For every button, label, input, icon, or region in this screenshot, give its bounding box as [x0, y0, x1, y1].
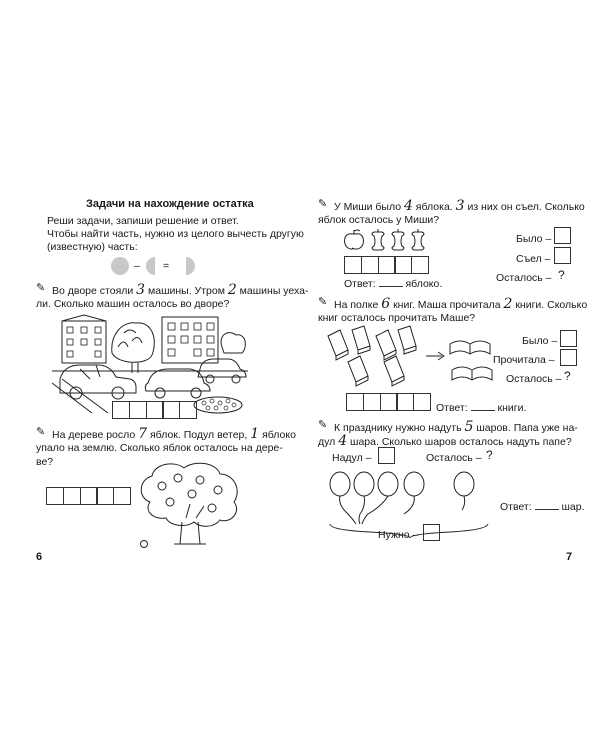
- task2-answer-cells[interactable]: [46, 487, 130, 505]
- task4-answer-line: Ответ: книги.: [436, 402, 527, 414]
- page-number: 6: [36, 551, 43, 563]
- formula-equals: =: [163, 260, 170, 272]
- answer-cell[interactable]: [361, 256, 379, 274]
- answer-cell[interactable]: [378, 256, 396, 274]
- task5-answer-line: Ответ: шар.: [500, 501, 585, 513]
- task2-line-1: На дереве росло 7 яблок. Подул ветер, 1 яблоко: [52, 426, 296, 442]
- task3-line-1: У Миши было 4 яблока. 3 из них он съел. Сколько: [334, 198, 585, 214]
- part-half-left: [146, 257, 155, 275]
- task5-inflated-box[interactable]: [378, 447, 395, 464]
- task1-answer-cells[interactable]: [112, 401, 196, 419]
- task3-was-label: Было –: [516, 233, 552, 245]
- answer-cell[interactable]: [179, 401, 197, 419]
- task3-ate-label: Съел –: [516, 253, 551, 265]
- task3-line-2: яблок осталось у Миши?: [318, 214, 440, 226]
- task5-line-1: К празднику нужно надуть 5 шаров. Папа уже на-: [334, 419, 578, 435]
- answer-cell[interactable]: [346, 393, 364, 411]
- intro-line-1: Реши задачи, запиши решение и ответ.: [47, 215, 239, 227]
- formula-minus: –: [134, 260, 140, 272]
- courtyard-illustration: [52, 313, 248, 415]
- answer-cell[interactable]: [46, 487, 64, 505]
- apple-tree-illustration: [130, 462, 250, 550]
- task4-question-mark: ?: [564, 369, 571, 383]
- task4-answer-cells[interactable]: [346, 393, 430, 411]
- whole-circle: [111, 257, 129, 275]
- pencil-icon: ✎: [318, 419, 328, 431]
- answer-cell[interactable]: [394, 256, 412, 274]
- task5-inflated-label: Надул –: [332, 452, 372, 464]
- task5-question-mark: ?: [486, 448, 493, 462]
- task3-ate-box[interactable]: [554, 247, 571, 264]
- task1-line-2: ли. Сколько машин осталось во дворе?: [36, 298, 230, 310]
- page-title: Задачи на нахождение остатка: [86, 198, 254, 210]
- answer-cell[interactable]: [96, 487, 114, 505]
- answer-cell[interactable]: [363, 393, 381, 411]
- task4-left-label: Осталось –: [506, 373, 562, 385]
- intro-line-3: (известную) часть:: [47, 241, 138, 253]
- task1-line-1: Во дворе стояли 3 машины. Утром 2 машины уеха-: [52, 282, 309, 298]
- page-number: 7: [566, 551, 573, 563]
- task3-answer-line: Ответ: яблоко.: [344, 278, 443, 290]
- task5-line-2: дул 4 шара. Сколько шаров осталось надуть папе?: [318, 433, 572, 449]
- task4-read-box[interactable]: [560, 349, 577, 366]
- answer-cell[interactable]: [162, 401, 180, 419]
- task2-line-2: упало на землю. Сколько яблок осталось на дере-: [36, 442, 283, 454]
- answer-cell[interactable]: [63, 487, 81, 505]
- task4-was-box[interactable]: [560, 330, 577, 347]
- task4-was-label: Было –: [522, 335, 558, 347]
- balloons-illustration: [326, 470, 486, 530]
- pencil-icon: ✎: [36, 282, 46, 294]
- answer-cell[interactable]: [396, 393, 414, 411]
- answer-cell[interactable]: [146, 401, 164, 419]
- formula-diagram: [110, 256, 200, 276]
- answer-cell[interactable]: [113, 487, 131, 505]
- task3-left-label: Осталось –: [496, 272, 552, 284]
- task4-line-1: На полке 6 книг. Маша прочитала 2 книги. Сколько: [334, 296, 588, 312]
- books-illustration: [328, 326, 508, 390]
- right-page: [300, 0, 600, 750]
- apples-illustration: [342, 228, 442, 250]
- task2-line-3: ве?: [36, 456, 54, 468]
- answer-cell[interactable]: [80, 487, 98, 505]
- task5-need-box[interactable]: [423, 524, 440, 541]
- task5-need-label: Нужно –: [378, 529, 419, 541]
- answer-cell[interactable]: [380, 393, 398, 411]
- pencil-icon: ✎: [318, 198, 328, 210]
- pencil-icon: ✎: [36, 426, 46, 438]
- task3-was-box[interactable]: [554, 227, 571, 244]
- answer-cell[interactable]: [344, 256, 362, 274]
- intro-line-2: Чтобы найти часть, нужно из целого вычесть другую: [47, 228, 304, 240]
- task3-answer-cells[interactable]: [344, 256, 428, 274]
- task3-question-mark: ?: [558, 268, 565, 282]
- answer-cell[interactable]: [112, 401, 130, 419]
- answer-cell[interactable]: [129, 401, 147, 419]
- task4-read-label: Прочитала –: [493, 354, 555, 366]
- answer-cell[interactable]: [413, 393, 431, 411]
- pencil-icon: ✎: [318, 296, 328, 308]
- task4-line-2: книг осталось прочитать Маше?: [318, 312, 476, 324]
- part-half-right: [186, 257, 195, 275]
- task5-left-label: Осталось –: [426, 452, 482, 464]
- answer-cell[interactable]: [411, 256, 429, 274]
